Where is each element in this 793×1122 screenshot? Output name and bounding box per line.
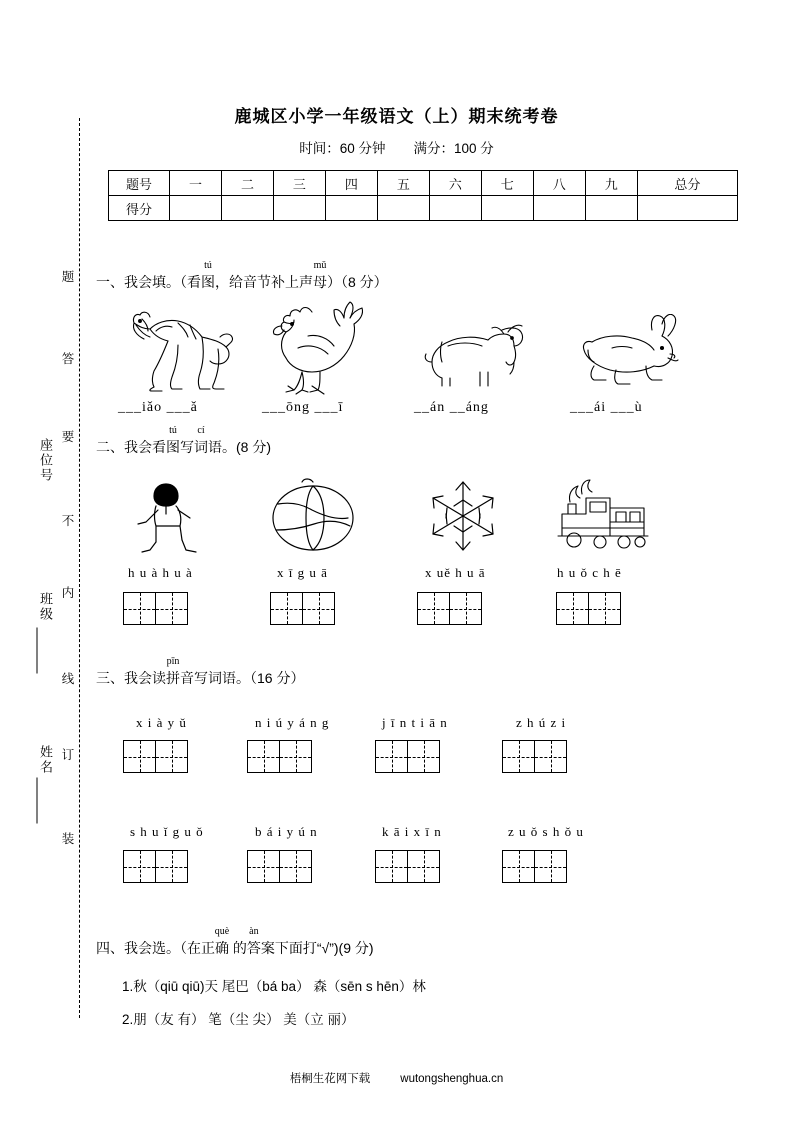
section-4-heading bbox=[96, 926, 374, 958]
train-picture bbox=[552, 478, 658, 554]
section-1-text: 我会填。（看 tú 图，给音节补上声 mǔ 母）（8 分） bbox=[124, 260, 388, 290]
pinyin-word-r2-4: z u ǒ s h ǒ u bbox=[508, 824, 584, 839]
tianzige-group-r2-1[interactable] bbox=[123, 850, 188, 883]
score-cell-1[interactable] bbox=[170, 196, 222, 221]
score-cell-9[interactable] bbox=[585, 196, 637, 221]
ruby-que: què bbox=[214, 926, 230, 937]
col-1: 一 bbox=[170, 171, 222, 196]
word-label-2: x ī g u ā bbox=[277, 565, 328, 580]
pinyin-answer-1: ___iǎo ___ǎ bbox=[118, 400, 198, 415]
pinyin-word-r2-3: k ā i x ī n bbox=[382, 824, 442, 839]
tianzige-cell[interactable] bbox=[155, 592, 188, 625]
tianzige-group-2[interactable] bbox=[270, 592, 335, 625]
word-label-4: h u ǒ c h ē bbox=[557, 565, 622, 580]
goat-picture bbox=[418, 312, 528, 390]
side-no-text: 不 bbox=[60, 514, 74, 529]
tianzige-cell[interactable] bbox=[279, 740, 312, 773]
tianzige-group-3[interactable] bbox=[417, 592, 482, 625]
watermelon-picture bbox=[268, 478, 358, 554]
choice-question-1[interactable]: 1.秋（qiū qiū)天 尾巴（bá ba） 森（sēn s hēn）林 bbox=[122, 979, 426, 994]
tianzige-cell[interactable] bbox=[407, 850, 440, 883]
score-cell-3[interactable] bbox=[273, 196, 325, 221]
tianzige-cell[interactable] bbox=[534, 740, 567, 773]
pinyin-word-r1-2: n i ú y á n g bbox=[255, 715, 330, 730]
tianzige-cell[interactable] bbox=[123, 592, 156, 625]
side-inside-text: 内 bbox=[60, 586, 74, 601]
tianzige-group-r1-4[interactable] bbox=[502, 740, 567, 773]
side-seat-no-label: 座位号 bbox=[38, 438, 53, 483]
snowflake-picture bbox=[420, 478, 506, 554]
time-label: 时间：60 分钟 bbox=[299, 141, 386, 156]
row-label-question: 题号 bbox=[109, 171, 170, 196]
col-6: 六 bbox=[429, 171, 481, 196]
tianzige-cell[interactable] bbox=[502, 850, 535, 883]
tianzige-cell[interactable] bbox=[247, 740, 280, 773]
pinyin-answer-4: ___ái ___ù bbox=[570, 400, 643, 415]
score-cell-total[interactable] bbox=[637, 196, 737, 221]
page-title: 鹿城区小学一年级语文（上）期末统考卷 bbox=[234, 107, 559, 126]
score-table bbox=[108, 170, 738, 221]
horse-picture bbox=[126, 305, 234, 395]
pinyin-word-r2-1: s h u ǐ g u ǒ bbox=[130, 824, 204, 839]
pinyin-answer-2: ___ōng ___ī bbox=[262, 400, 344, 415]
class-write-line bbox=[37, 628, 38, 674]
tianzige-group-r1-1[interactable] bbox=[123, 740, 188, 773]
tianzige-cell[interactable] bbox=[534, 850, 567, 883]
pinyin-word-r1-1: x i à y ǔ bbox=[136, 715, 187, 730]
pinyin-word-r2-2: b á i y ú n bbox=[255, 824, 318, 839]
ruby-an: àn bbox=[249, 926, 259, 937]
ruby-tu-2: tú bbox=[169, 425, 177, 436]
side-pack-text: 装 bbox=[60, 832, 74, 847]
tianzige-cell[interactable] bbox=[375, 850, 408, 883]
site-name: 梧桐生花网下载 bbox=[289, 1073, 371, 1085]
tianzige-cell[interactable] bbox=[588, 592, 621, 625]
tianzige-cell[interactable] bbox=[449, 592, 482, 625]
col-8: 八 bbox=[533, 171, 585, 196]
tianzige-cell[interactable] bbox=[123, 740, 156, 773]
section-1-number: 一、 bbox=[96, 274, 124, 290]
col-7: 七 bbox=[481, 171, 533, 196]
section-2-number: 二、 bbox=[96, 439, 124, 455]
score-cell-5[interactable] bbox=[377, 196, 429, 221]
tianzige-cell[interactable] bbox=[502, 740, 535, 773]
row-label-score: 得分 bbox=[109, 196, 170, 221]
score-cell-7[interactable] bbox=[481, 196, 533, 221]
pinyin-word-r1-4: z h ú z i bbox=[516, 715, 567, 730]
ruby-tu: tú bbox=[204, 260, 212, 271]
ruby-pin: pīn bbox=[166, 656, 180, 667]
tianzige-cell[interactable] bbox=[375, 740, 408, 773]
col-5: 五 bbox=[377, 171, 429, 196]
rooster-picture bbox=[268, 300, 368, 396]
word-label-3: x uě h u ā bbox=[425, 565, 486, 580]
pinyin-answer-3: __án __áng bbox=[414, 400, 489, 415]
tianzige-cell[interactable] bbox=[123, 850, 156, 883]
tianzige-cell[interactable] bbox=[407, 740, 440, 773]
side-class-label: 班级 bbox=[38, 592, 53, 622]
score-cell-2[interactable] bbox=[221, 196, 273, 221]
tianzige-cell[interactable] bbox=[270, 592, 303, 625]
ruby-mu: mǔ bbox=[313, 260, 327, 271]
rabbit-picture bbox=[572, 314, 684, 390]
tianzige-group-r2-2[interactable] bbox=[247, 850, 312, 883]
score-cell-4[interactable] bbox=[325, 196, 377, 221]
side-line-text: 线 bbox=[60, 672, 74, 687]
section-2-heading bbox=[96, 425, 271, 457]
section-2-text: 我会看 tú 图写 cí 词语。(8 分) bbox=[124, 425, 271, 455]
tianzige-cell[interactable] bbox=[247, 850, 280, 883]
site-url: wutongshenghua.cn bbox=[400, 1073, 504, 1085]
section-3-text: 我会读 pīn 拼音写词语。（16 分） bbox=[124, 656, 305, 686]
section-4-text: 我会选。（在正 què 确 的 àn 答案下面打“√”)(9 分) bbox=[124, 926, 374, 956]
word-label-1: h u à h u à bbox=[128, 565, 193, 580]
side-seal-text: 题 bbox=[60, 270, 74, 285]
ruby-ci: cí bbox=[197, 425, 205, 436]
name-write-line bbox=[37, 778, 38, 824]
pinyin-word-r1-3: j ī n t i ā n bbox=[382, 715, 448, 730]
col-total: 总分 bbox=[637, 171, 737, 196]
binding-dashed-line bbox=[79, 118, 80, 1018]
section-1-heading bbox=[96, 260, 388, 292]
footer-watermark bbox=[0, 1070, 793, 1086]
tianzige-group-r2-4[interactable] bbox=[502, 850, 567, 883]
col-3: 三 bbox=[273, 171, 325, 196]
tianzige-group-r1-2[interactable] bbox=[247, 740, 312, 773]
score-cell-8[interactable] bbox=[533, 196, 585, 221]
tianzige-group-r1-3[interactable] bbox=[375, 740, 440, 773]
col-4: 四 bbox=[325, 171, 377, 196]
tianzige-group-4[interactable] bbox=[556, 592, 621, 625]
side-order-text: 订 bbox=[60, 748, 74, 763]
section-3-number: 三、 bbox=[96, 670, 124, 686]
table-row-question-numbers bbox=[109, 171, 738, 196]
side-answer-text: 答 bbox=[60, 352, 74, 367]
tianzige-cell[interactable] bbox=[302, 592, 335, 625]
section-3-heading bbox=[96, 656, 305, 688]
tianzige-cell[interactable] bbox=[155, 740, 188, 773]
exam-meta bbox=[0, 137, 793, 157]
side-name-label: 姓名 bbox=[38, 745, 53, 775]
score-cell-6[interactable] bbox=[429, 196, 481, 221]
side-require-text: 要 bbox=[60, 430, 74, 445]
tianzige-group-r2-3[interactable] bbox=[375, 850, 440, 883]
tianzige-group-1[interactable] bbox=[123, 592, 188, 625]
col-9: 九 bbox=[585, 171, 637, 196]
section-4-number: 四、 bbox=[96, 940, 124, 956]
full-score-label: 满分：100 分 bbox=[413, 141, 494, 156]
drawing-boy-picture bbox=[134, 480, 204, 556]
tianzige-cell[interactable] bbox=[417, 592, 450, 625]
tianzige-cell[interactable] bbox=[155, 850, 188, 883]
table-row-scores bbox=[109, 196, 738, 221]
choice-question-2[interactable]: 2.朋（友 有） 笔（尘 尖） 美（立 丽） bbox=[122, 1012, 355, 1027]
tianzige-cell[interactable] bbox=[556, 592, 589, 625]
col-2: 二 bbox=[221, 171, 273, 196]
tianzige-cell[interactable] bbox=[279, 850, 312, 883]
